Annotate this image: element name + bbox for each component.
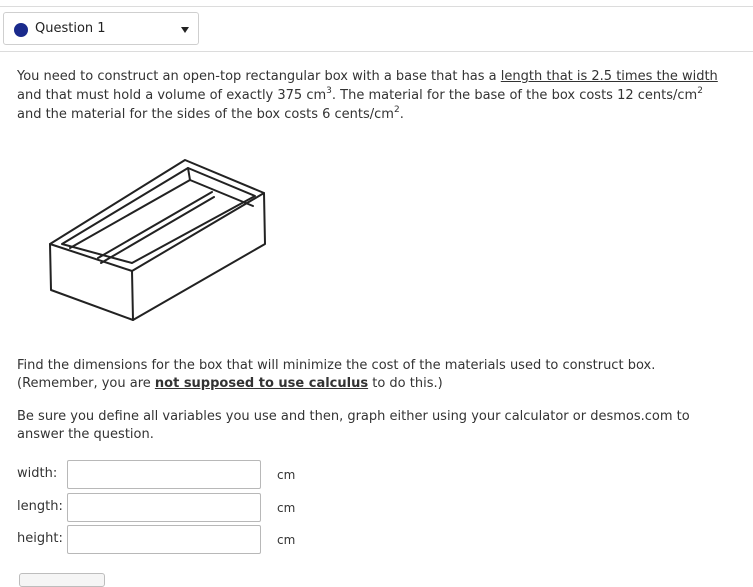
length-ratio-link[interactable]: length that is 2.5 times the width: [500, 69, 718, 84]
instruction-text: to do this.): [368, 376, 443, 391]
superscript: 2: [393, 105, 400, 115]
question-label: Question 1: [35, 21, 106, 36]
problem-text: . The material for the base of the box costs 12 cents/cm: [331, 88, 698, 103]
height-label: height:: [17, 531, 63, 546]
question-status-dot-icon: [14, 23, 28, 37]
superscript: 2: [697, 86, 703, 96]
length-unit: cm: [277, 501, 296, 515]
top-divider: [0, 6, 753, 7]
problem-text: .: [399, 107, 404, 122]
width-unit: cm: [277, 468, 296, 482]
emphasis-text: not supposed to use calculus: [154, 376, 369, 391]
superscript: 3: [326, 86, 332, 96]
width-label: width:: [17, 466, 58, 481]
question-selector[interactable]: [3, 12, 199, 45]
problem-text: and that must hold a volume of exactly 375 cm: [17, 88, 327, 103]
length-input[interactable]: [67, 493, 261, 522]
submit-button[interactable]: [19, 573, 105, 587]
hint-paragraph: Be sure you define all variables you use and then, graph either using your calculator or desmos.com to answer the question.: [17, 409, 690, 442]
problem-statement: [17, 67, 732, 124]
width-input[interactable]: [67, 460, 261, 489]
height-unit: cm: [277, 533, 296, 547]
length-label: length:: [17, 499, 63, 514]
header-divider: [0, 51, 753, 52]
problem-text: and the material for the sides of the box costs 6 cents/cm: [17, 107, 394, 122]
height-input[interactable]: [67, 525, 261, 554]
caret-down-icon: [181, 27, 189, 33]
instruction-text: Find the dimensions for the box that will minimize the cost of the materials used to construct box. (Remember, you are: [17, 358, 656, 391]
problem-text: You need to construct an open-top rectangular box with a base that has a: [17, 69, 501, 84]
box-sketch-image: [40, 148, 275, 328]
instruction-paragraph: [17, 357, 732, 393]
